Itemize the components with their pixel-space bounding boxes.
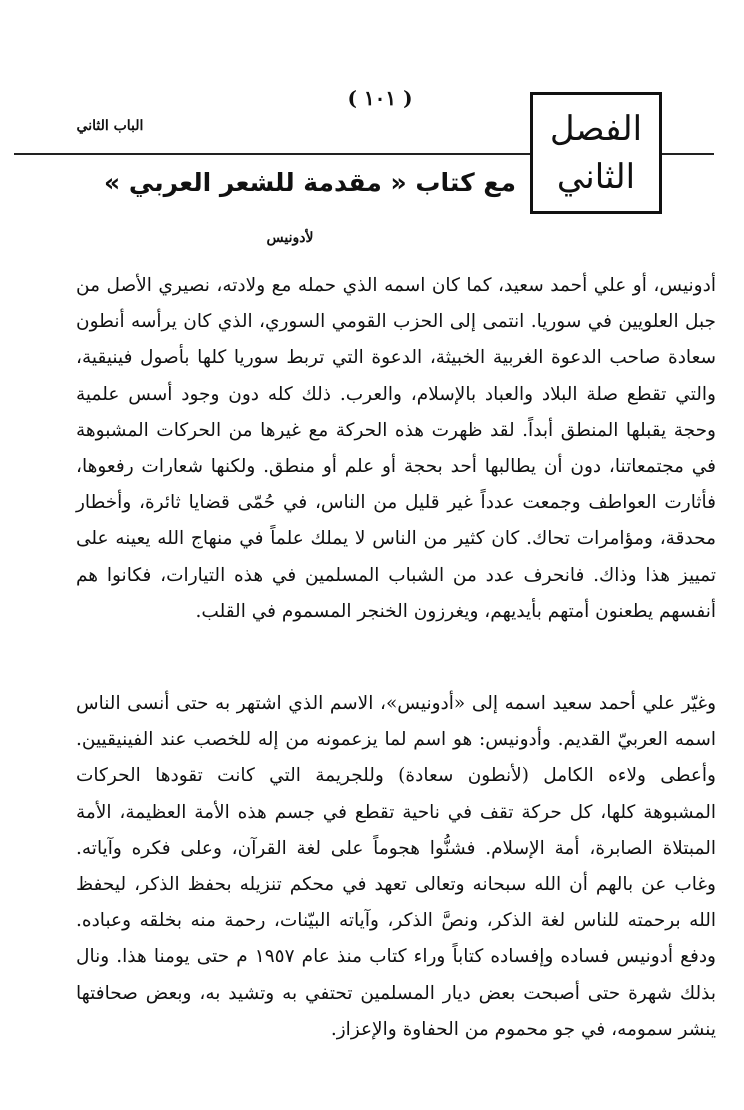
body-paragraph-2: وغيّر علي أحمد سعيد اسمه إلى «أدونيس»، الاسم الذي اشتهر به حتى أنسى الناس اسمه العربيّ القديم. وأدونيس: هو اسم لما يزعمونه من إله للخصب عند الفينيقيين. وأعطى ولاءه الكامل (لأنطون سعادة) وللجريمة التي كانت تقودها الحركات المشبوهة كلها، كل حركة تقف في ناحية تقطع في جسم هذه الأمة العظيمة، الأمة المبتلاة الصابرة، أمة الإسلام. فشنُّوا هجوماً على لغة القرآن، وعلى فكره وآياته. وغاب عن بالهم أن الله سبحانه وتعالى تعهد في محكم تنزيله بحفظ الذكر، ليحفظ الله برحمته للناس لغة الذكر، ونصَّ الذكر، وآياته البيّنات، رحمة منه بخلقه وعباده. ودفع أدونيس فساده وإفساده كتاباً وراء كتاب منذ عام ١٩٥٧ م حتى يومنا هذا. ونال بذلك شهرة حتى أصبحت بعض ديار المسلمين تحتفي به وتشيد به، وبعض صحافتها ينشر سمومه، في جو محموم من الحفاوة والإعزاز. — [76, 693, 716, 1040]
body-paragraph-1: أدونيس، أو علي أحمد سعيد، كما كان اسمه الذي حمله مع ولادته، نصيري الأصل من جبل العلويين في سوريا. انتمى إلى الحزب القومي السوري، الذي كان يرأسه أنطون سعادة صاحب الدعوة الغربية الخبيثة، الدعوة التي تربط سوريا كلها بأصول فينيقية، والتي تقطع صلة البلاد والعباد بالإسلام، والعرب. ذلك كله دون وجود أسس علمية وحجة يقبلها المنطق أبداً. لقد ظهرت هذه الحركة مع غيرها من الحركات المشبوهة في مجتمعاتنا، دون أن يطالبها أحد بحجة أو علم أو منطق. ولكنها شعارات رفعوها، فأثارت العواطف وجمعت عدداً غير قليل من الناس، في حُمّى قضايا ثائرة، وأخطار محدقة، ومؤامرات تحاك. كان كثير من الناس لا يملك علماً في منهاج الله يعينه على تمييز هذا وذاك. فانحرف عدد من الشباب المسلمين في هذه التيارات، فكانوا هم أنفسهم يطعنون أمتهم بأيديهم، ويغرزون الخنجر المسموم في القلب. — [76, 275, 716, 622]
chapter-author: لأدونيس — [266, 230, 314, 246]
chapter-box — [530, 92, 662, 214]
page-number: ( ١٠١ ) — [347, 86, 413, 110]
chapter-label: الفصل — [549, 109, 643, 149]
chapter-number: الثاني — [556, 157, 636, 197]
section-label: الباب الثاني — [76, 118, 144, 134]
chapter-title: مع كتاب « مقدمة للشعر العربي » — [104, 168, 516, 197]
